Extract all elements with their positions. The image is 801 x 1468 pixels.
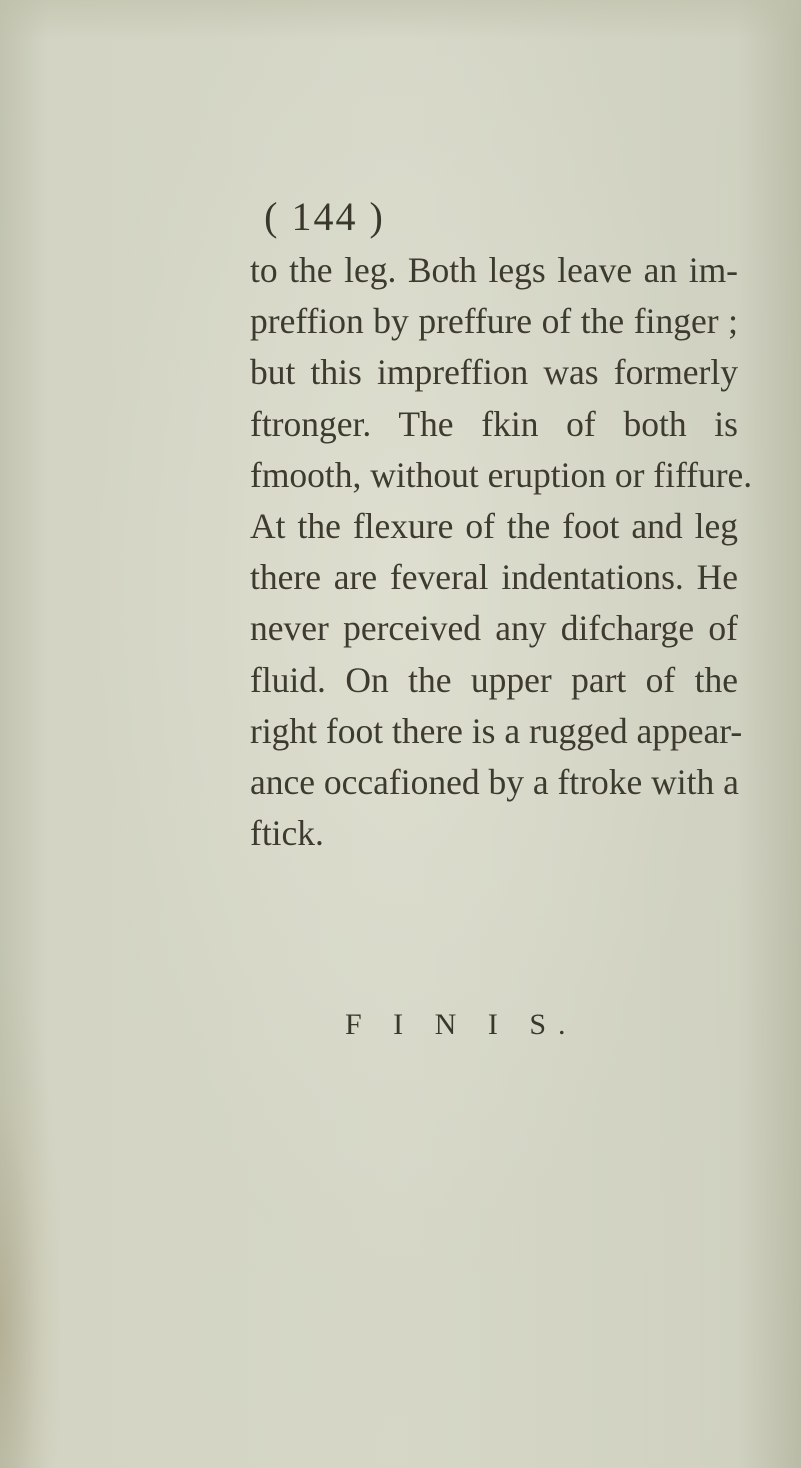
text-line: to the leg. Both legs leave an im- [250,250,738,290]
page-top-shadow [0,0,801,40]
text-line: there are feveral indentations. He [250,557,738,598]
text-line: never perceived any difcharge of [250,608,738,649]
text-line: fmooth, without eruption or fiffure. [250,454,753,495]
page-stain [0,980,60,1468]
body-text [250,245,753,859]
page-number: ( 144 ) [264,194,385,239]
text-line: fluid. On the upper part of the [250,659,738,700]
text-line: preffion by preffure of the finger ; [250,301,738,342]
text-line: but this impreffion was formerly [250,352,738,393]
text-line: ftick. [250,813,324,854]
finis-heading: F I N I S. [345,1008,578,1041]
text-line: At the flexure of the foot and leg [250,505,738,546]
text-line: ance occafioned by a ftroke with a [250,761,739,802]
text-line: ftronger. The fkin of both is [250,403,738,444]
text-line: right foot there is a rugged appear- [250,710,743,751]
